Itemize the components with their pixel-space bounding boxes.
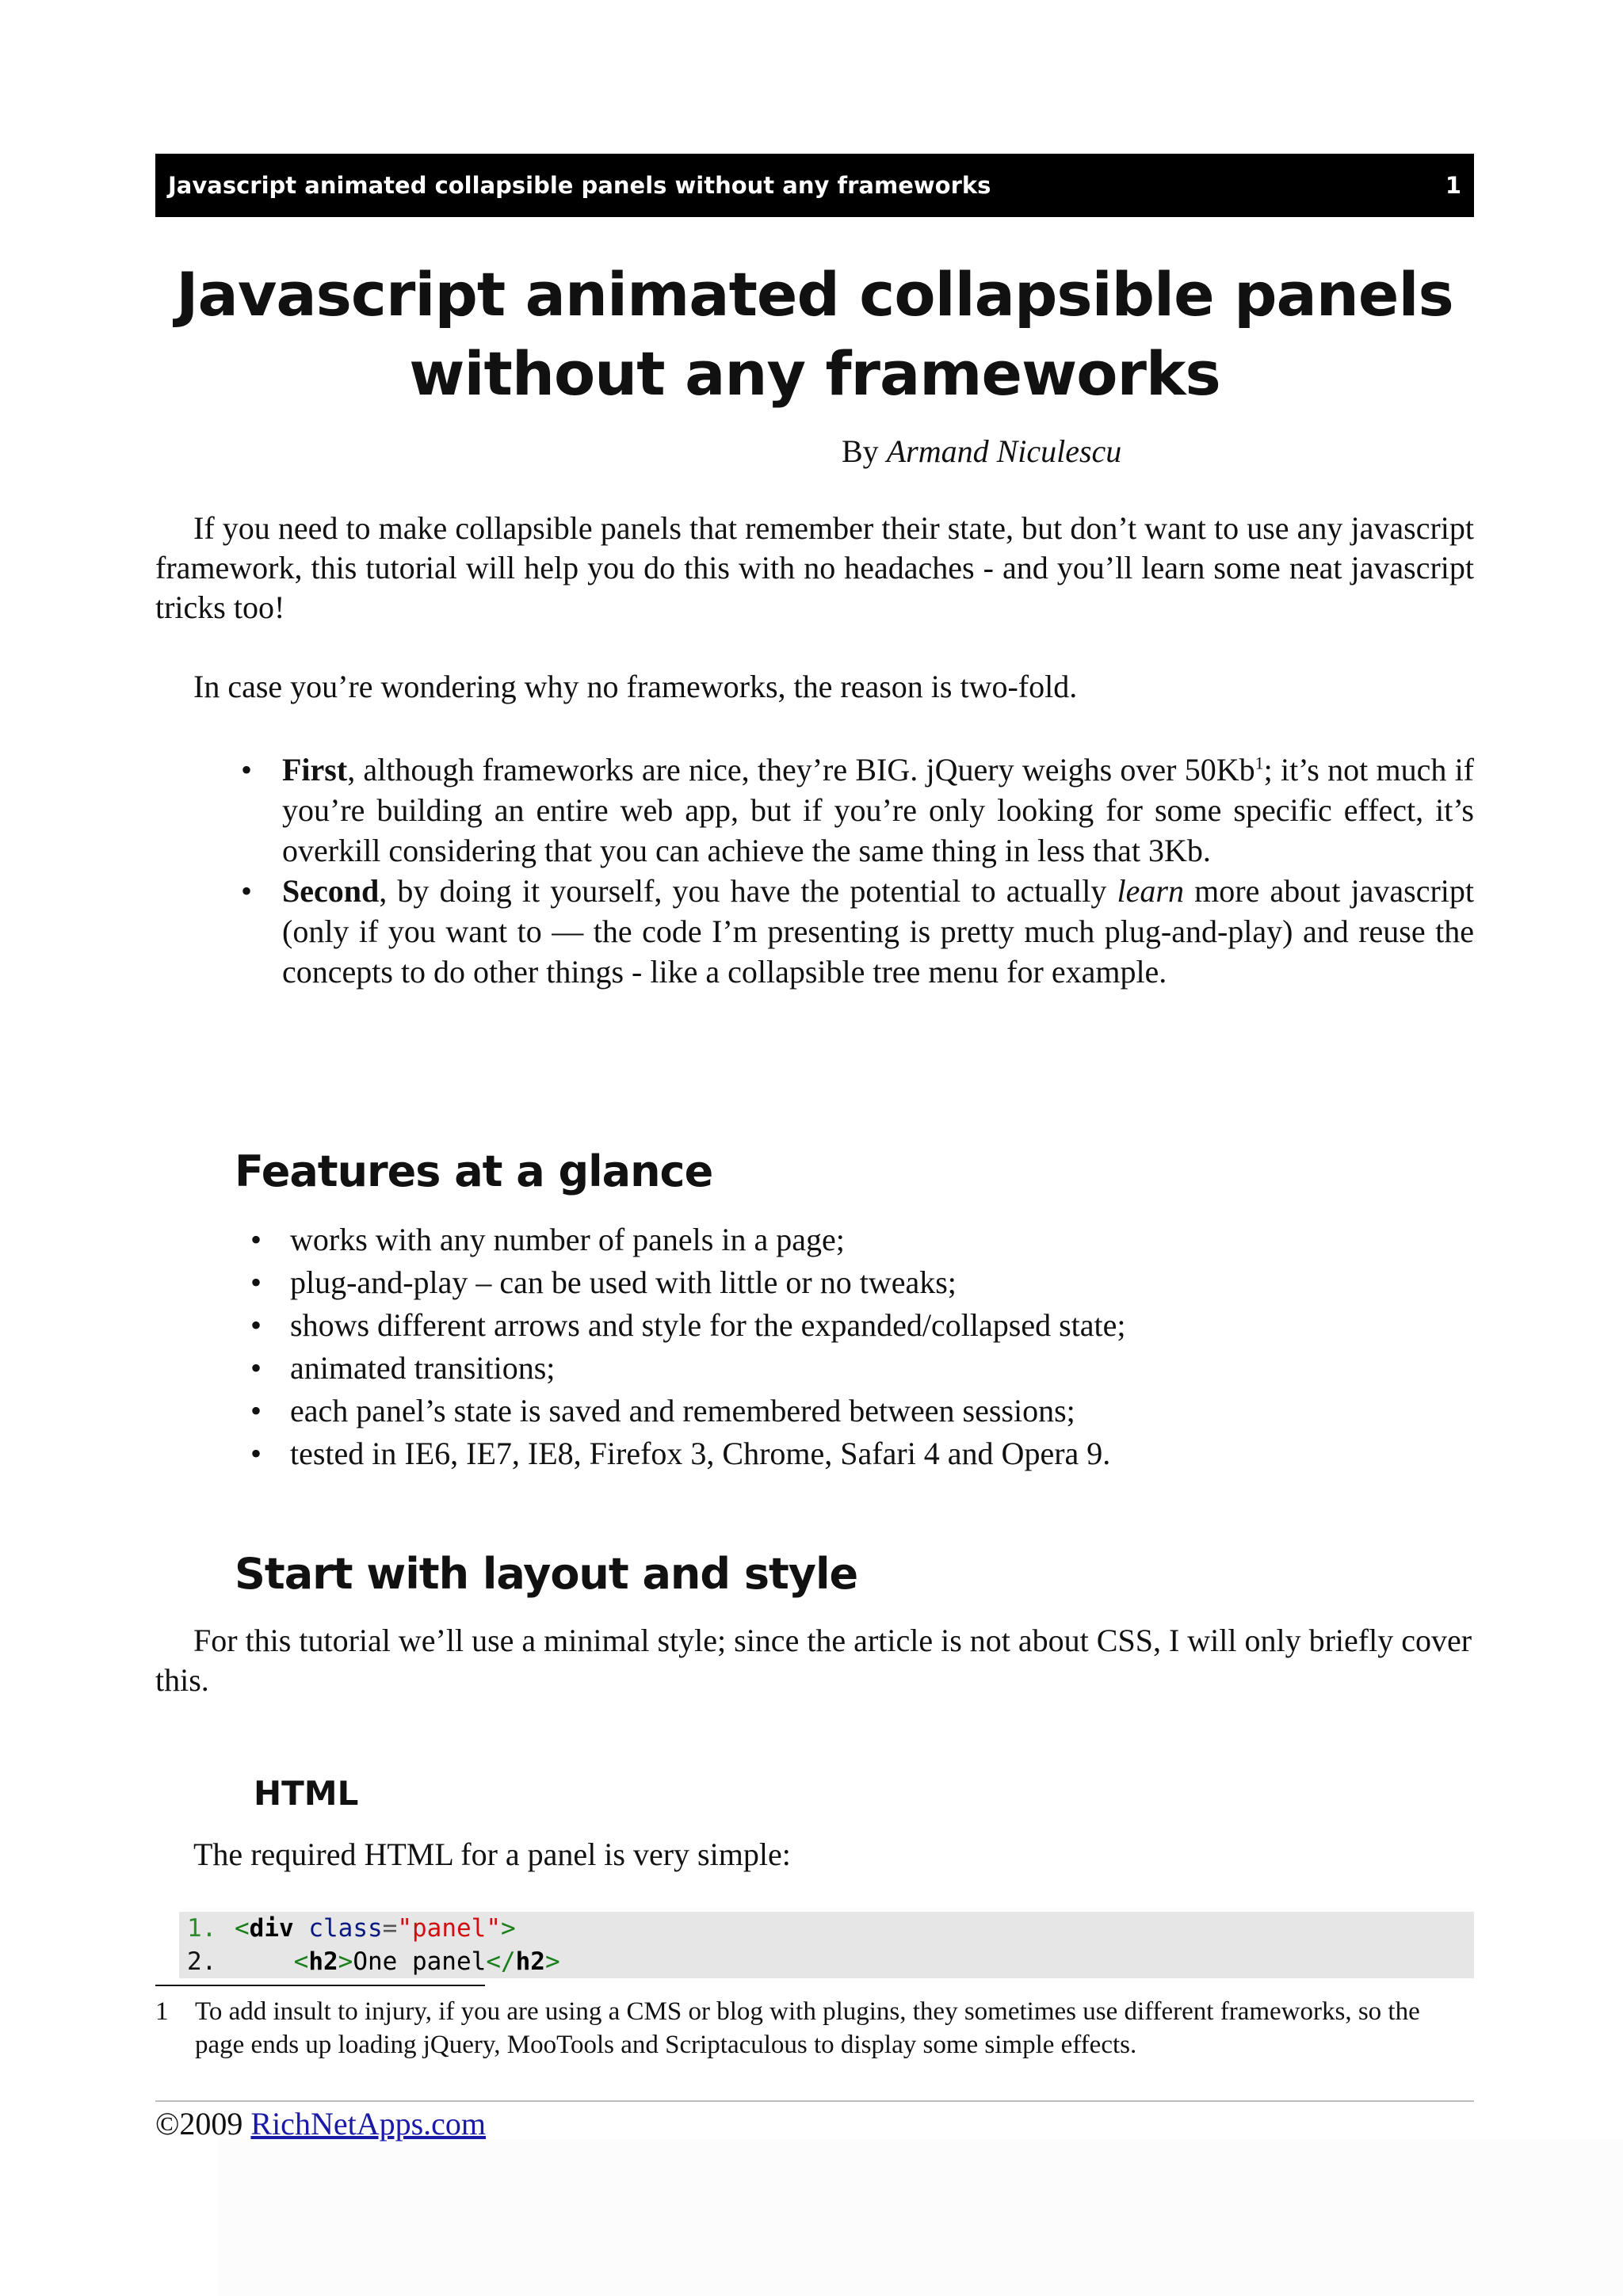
reason-second-text: , by doing it yourself, you have the potential to actually [379, 873, 1117, 909]
footer-divider [155, 2100, 1474, 2102]
bullet-icon: • [250, 1350, 262, 1386]
code-indent [235, 1947, 294, 1976]
code-block [179, 1912, 1474, 1978]
page-title-line-2: without any frameworks [409, 338, 1220, 409]
feature-text: animated transitions; [290, 1350, 556, 1386]
features-heading: Features at a glance [235, 1146, 713, 1196]
list-item [155, 1261, 1474, 1304]
reason-second-text-cont: more about javascript (only if you want to — the code I’m presenting is pretty much plug-and-play) and reuse the concepts to do other things - like a collapsible tree menu for example. [282, 873, 1475, 990]
reasons-list [155, 749, 1474, 992]
page-number: 1 [1445, 172, 1461, 199]
site-link[interactable]: RichNetApps.com [250, 2106, 487, 2142]
bullet-icon: • [241, 873, 253, 909]
list-item [155, 1390, 1474, 1432]
bullet-icon: • [250, 1264, 262, 1300]
list-item [155, 1219, 1474, 1261]
code-tag-bracket: </ [486, 1947, 516, 1976]
layout-style-heading: Start with layout and style [235, 1549, 858, 1599]
code-tag-name: h2 [308, 1947, 338, 1976]
feature-text: tested in IE6, IE7, IE8, Firefox 3, Chrome, Safari 4 and Opera 9. [290, 1436, 1111, 1471]
byline-prefix: By [842, 433, 879, 469]
feature-text: each panel’s state is saved and remembered between sessions; [290, 1393, 1075, 1428]
list-item [155, 871, 1474, 992]
code-equals: = [382, 1914, 398, 1943]
page-title-line-1: Javascript animated collapsible panels [176, 259, 1453, 330]
byline-author: Armand Niculescu [886, 433, 1122, 469]
code-line [179, 1912, 1474, 1945]
code-attr-name: class [308, 1914, 383, 1943]
footer [155, 2104, 486, 2144]
layout-style-paragraph: For this tutorial we’ll use a minimal style; since the article is not about CSS, I will only briefly cover this. [155, 1623, 1472, 1698]
reason-first-text-cont: ; it’s not much if you’re building an entire web app, but if you’re only looking for some specific effect, it’s overkill considering that you can achieve the same thing in less that 3Kb. [282, 752, 1475, 868]
list-item [155, 1347, 1474, 1390]
code-line [179, 1945, 1474, 1978]
running-header [155, 154, 1474, 217]
bullet-icon: • [250, 1393, 262, 1428]
code-tag-bracket: < [293, 1947, 309, 1976]
footnote-text: To add insult to injury, if you are using a CMS or blog with plugins, they sometimes use different frameworks, so the page ends up loading jQuery, MooTools and Scriptaculous to display some simple effects. [195, 1997, 1420, 2059]
code-tag-name: div [249, 1914, 294, 1943]
feature-text: plug-and-play – can be used with little or no tweaks; [290, 1264, 957, 1300]
list-item [155, 749, 1474, 871]
footnote-ref: 1 [1254, 753, 1264, 773]
reason-second-label: Second [282, 873, 380, 909]
bullet-icon: • [250, 1307, 262, 1343]
footnote-divider [155, 1985, 485, 1986]
code-space [294, 1914, 309, 1943]
page-shadow [217, 2139, 1623, 2296]
reason-first-text: , although frameworks are nice, they’re BIG. jQuery weighs over 50Kb [347, 752, 1255, 788]
code-attr-value: "panel" [397, 1914, 501, 1943]
line-number: 2. [187, 1947, 217, 1976]
html-heading: HTML [254, 1774, 359, 1813]
running-header-title: Javascript animated collapsible panels without any frameworks [168, 172, 991, 199]
intro-paragraph: If you need to make collapsible panels that remember their state, but don’t want to use any javascript framework, this tutorial will help you do this with no headaches - and you’ll learn some neat javascript tricks too! [155, 510, 1474, 625]
reason-intro-paragraph: In case you’re wondering why no frameworks, the reason is two-fold. [193, 669, 1078, 704]
footnote-number: 1 [155, 1997, 169, 2026]
feature-text: shows different arrows and style for the expanded/collapsed state; [290, 1307, 1126, 1343]
code-tag-bracket: > [501, 1914, 516, 1943]
page-title [155, 255, 1474, 414]
bullet-icon: • [250, 1222, 262, 1257]
bullet-icon: • [241, 752, 253, 788]
features-list [155, 1219, 1474, 1475]
list-item [155, 1304, 1474, 1347]
bullet-icon: • [250, 1436, 262, 1471]
list-item [155, 1432, 1474, 1475]
code-text: One panel [353, 1947, 487, 1976]
line-number: 1. [187, 1914, 217, 1943]
feature-text: works with any number of panels in a page; [290, 1222, 845, 1257]
code-tag-name: h2 [515, 1947, 545, 1976]
copyright-text: ©2009 [155, 2106, 251, 2142]
byline [842, 429, 1121, 474]
reason-second-emphasis: learn [1117, 873, 1184, 909]
reason-first-label: First [282, 752, 348, 788]
code-tag-bracket: < [235, 1914, 250, 1943]
html-paragraph: The required HTML for a panel is very simple: [193, 1836, 791, 1872]
code-tag-bracket: > [544, 1947, 560, 1976]
code-tag-bracket: > [338, 1947, 353, 1976]
